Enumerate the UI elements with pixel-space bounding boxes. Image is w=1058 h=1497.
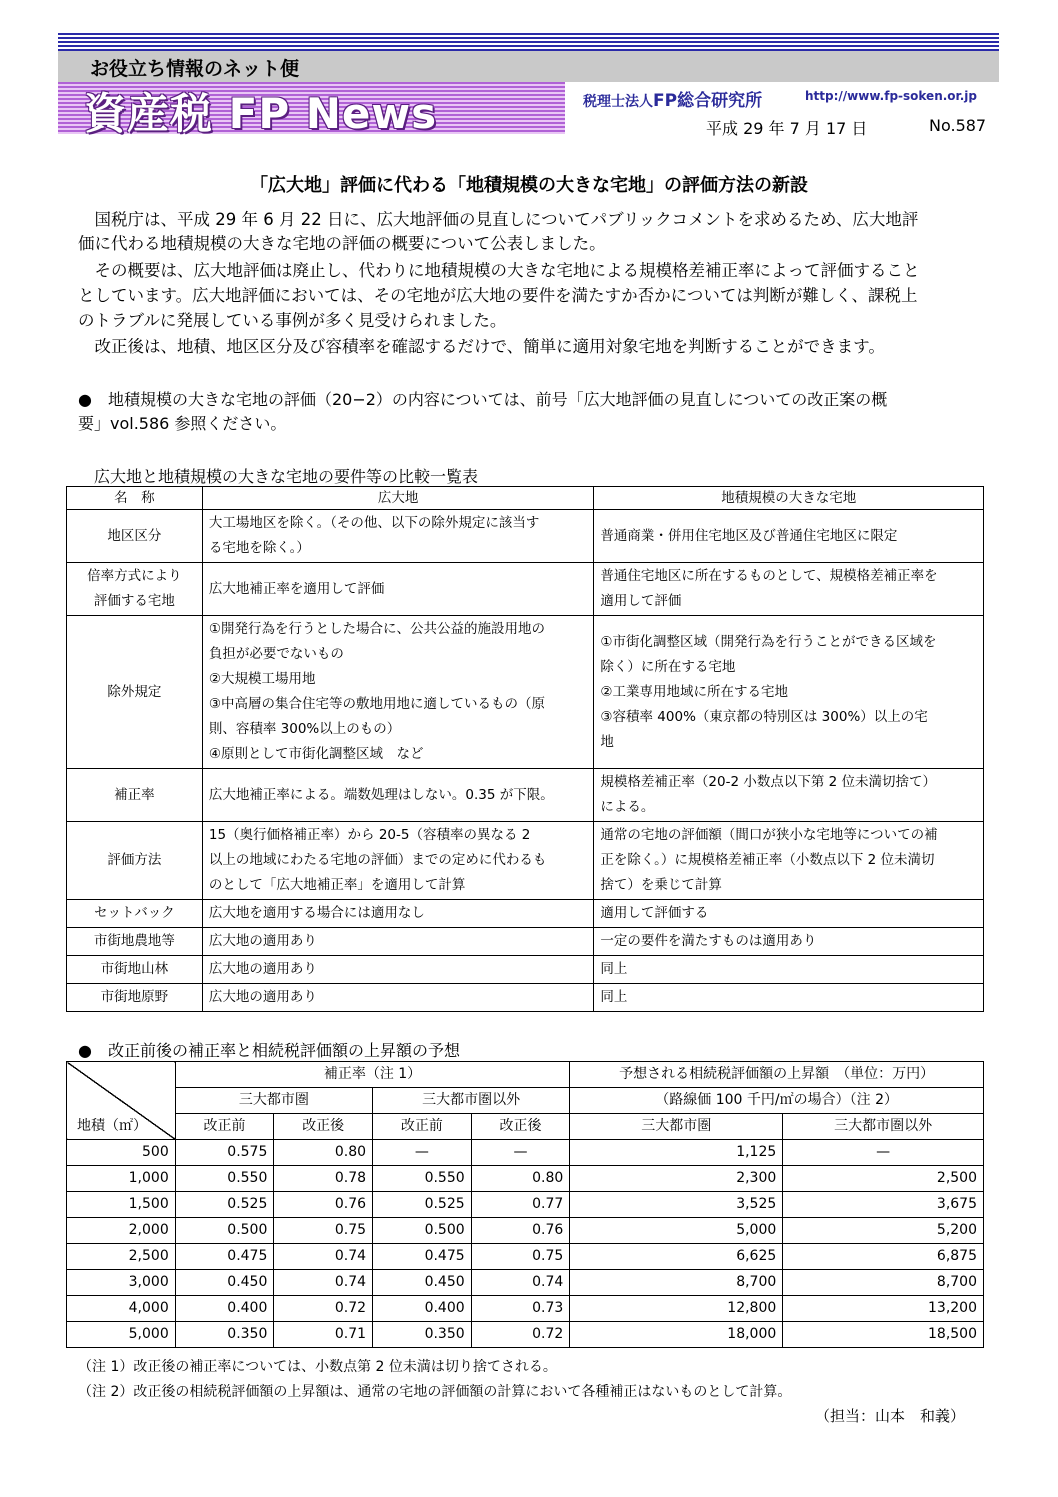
- large-land-cell: [202, 900, 594, 928]
- non-metro-before-header: 改正前: [373, 1114, 472, 1140]
- large-lot-cell: [594, 984, 984, 1012]
- area-cell: 500: [67, 1140, 176, 1166]
- cell-line: 適用して評価: [600, 593, 682, 609]
- non-metro-before-cell: 0.350: [373, 1322, 472, 1348]
- metro-before-cell: 0.400: [175, 1296, 274, 1322]
- metro-before-cell: 0.500: [175, 1218, 274, 1244]
- large-lot-cell: [594, 769, 984, 822]
- table-row: [67, 822, 984, 900]
- metro-header: 三大都市圏: [175, 1088, 372, 1114]
- non-metro-before-cell: 0.525: [373, 1192, 472, 1218]
- table-row: [67, 1270, 984, 1296]
- header-stripes: [58, 33, 999, 51]
- table2-caption: ● 改正前後の補正率と相続税評価額の上昇額の予想: [78, 1041, 460, 1060]
- increase-metro-cell: 8,700: [570, 1270, 783, 1296]
- cell-line: 地: [600, 733, 614, 750]
- increase-metro-cell: 18,000: [570, 1322, 783, 1348]
- large-lot-cell: [594, 616, 984, 769]
- large-land-cell: [202, 616, 594, 769]
- non-metro-header: 三大都市圏以外: [373, 1088, 570, 1114]
- large-land-cell: [202, 956, 594, 984]
- large-land-cell: [202, 984, 594, 1012]
- area-cell: 5,000: [67, 1322, 176, 1348]
- cell-line: 広大地の適用あり: [208, 989, 317, 1005]
- table-row: [67, 563, 984, 616]
- large-land-cell: [202, 563, 594, 616]
- table-row: [67, 1322, 984, 1348]
- cell-line: 15（奥行価格補正率）から 20-5（容積率の異なる 2: [208, 827, 531, 843]
- table1-header-cell: 名 称: [67, 487, 203, 510]
- intro-line: 国税庁は、平成 29 年 6 月 22 日に、広大地評価の見直しについてパブリックコメントを求めるため、広大地評: [78, 210, 919, 229]
- table-row: [67, 769, 984, 822]
- increase-non-metro-cell: 6,875: [783, 1244, 984, 1270]
- increase-metro-cell: 5,000: [570, 1218, 783, 1244]
- cell-line: 補正率: [114, 786, 155, 803]
- intro-line: その概要は、広大地評価は廃止し、代わりに地積規模の大きな宅地による規模格差補正率によって評価すること: [78, 261, 920, 280]
- cell-line: 広大地補正率を適用して評価: [208, 580, 385, 597]
- cell-line: 評価する宅地: [93, 593, 175, 609]
- cell-line: る宅地を除く。）: [208, 540, 310, 556]
- cell-line: 市街地山林: [100, 961, 169, 977]
- metro-after-cell: 0.80: [274, 1140, 373, 1166]
- row-name-cell: [67, 563, 203, 616]
- increase-non-metro-cell: 5,200: [783, 1218, 984, 1244]
- cell-line: 一定の要件を満たすものは適用あり: [600, 933, 817, 949]
- cell-line: 大工場地区を除く。（その他、以下の除外規定に該当す: [208, 515, 540, 531]
- increase-non-metro-cell: 3,675: [783, 1192, 984, 1218]
- increase-metro-cell: 6,625: [570, 1244, 783, 1270]
- intro-line: 価に代わる地積規模の大きな宅地の評価の概要について公表しました。: [78, 234, 606, 253]
- title-banner: [58, 82, 565, 138]
- metro-before-cell: 0.475: [175, 1244, 274, 1270]
- area-cell: 2,500: [67, 1244, 176, 1270]
- table-row: [67, 1244, 984, 1270]
- table-row: [67, 1296, 984, 1322]
- bullet-reference-cont: 要」vol.586 参照ください。: [78, 414, 287, 433]
- increase-metro-cell: 3,525: [570, 1192, 783, 1218]
- metro-after-cell: 0.75: [274, 1218, 373, 1244]
- newsletter-tagline: お役立ち情報のネット便: [90, 58, 300, 80]
- intro-line: 改正後は、地積、地区区分及び容積率を確認するだけで、簡単に適用対象宅地を判断することができます。: [78, 337, 885, 356]
- increase-non-metro-cell: —: [783, 1140, 984, 1166]
- non-metro-before-cell: 0.400: [373, 1296, 472, 1322]
- area-cell: 1,000: [67, 1166, 176, 1192]
- non-metro-before-cell: 0.475: [373, 1244, 472, 1270]
- cell-line: 以上の地域にわたる宅地の評価）までの定めに代わるも: [208, 852, 547, 868]
- issue-date: 平成 29 年 7 月 17 日: [706, 119, 868, 138]
- table-row: [67, 616, 984, 769]
- metro-after-cell: 0.78: [274, 1166, 373, 1192]
- cell-line: 通常の宅地の評価額（間口が狭小な宅地等についての補: [600, 827, 938, 843]
- footnote-2: （注 2）改正後の相続税評価額の上昇額は、通常の宅地の評価額の計算において各種補正はないものとして計算。: [78, 1384, 792, 1400]
- website-link[interactable]: http://www.fp-soken.or.jp: [805, 89, 978, 103]
- org-name: FP総合研究所: [653, 91, 763, 111]
- row-name-cell: [67, 928, 203, 956]
- metro-before-cell: 0.525: [175, 1192, 274, 1218]
- cell-line: ②大規模工場用地: [208, 671, 316, 687]
- large-land-cell: [202, 822, 594, 900]
- large-lot-cell: [594, 928, 984, 956]
- non-metro-after-cell: 0.80: [471, 1166, 570, 1192]
- row-name-cell: [67, 616, 203, 769]
- cell-line: 市街地農地等: [93, 933, 175, 949]
- table1-header-cell: 広大地: [202, 487, 594, 510]
- cell-line: 同上: [600, 961, 628, 977]
- area-cell: 3,000: [67, 1270, 176, 1296]
- area-cell: 2,000: [67, 1218, 176, 1244]
- cell-line: 除外規定: [107, 683, 162, 700]
- cell-line: 普通商業・併用住宅地区及び普通住宅地区に限定: [600, 527, 898, 544]
- cell-line: 捨て）を乗じて計算: [600, 877, 722, 893]
- cell-line: 除く）に所在する宅地: [600, 658, 736, 675]
- table-row: [67, 956, 984, 984]
- table-row: [67, 928, 984, 956]
- cell-line: ①開発行為を行うとした場合に、公共公益的施設用地の: [208, 621, 545, 637]
- cell-line: 広大地補正率による。端数処理はしない。0.35 が下限。: [208, 786, 554, 803]
- table1-header-row: [67, 487, 984, 510]
- newsletter-title: 資産税 FP News: [84, 89, 438, 138]
- row-name-cell: [67, 769, 203, 822]
- table-row: [67, 1166, 984, 1192]
- cell-line: ②工業専用地域に所在する宅地: [600, 683, 789, 700]
- non-metro-after-cell: 0.77: [471, 1192, 570, 1218]
- non-metro-before-cell: 0.450: [373, 1270, 472, 1296]
- non-metro-after-header: 改正後: [471, 1114, 570, 1140]
- table-row: [67, 1140, 984, 1166]
- increase-metro-cell: 1,125: [570, 1140, 783, 1166]
- area-cell: 4,000: [67, 1296, 176, 1322]
- cell-line: 普通住宅地区に所在するものとして、規模格差補正率を: [600, 568, 938, 584]
- non-metro-after-cell: 0.74: [471, 1270, 570, 1296]
- cell-line: 広大地の適用あり: [208, 961, 317, 977]
- table1-caption: 広大地と地積規模の大きな宅地の要件等の比較一覧表: [94, 467, 479, 486]
- correction-rate-table: [66, 1061, 984, 1348]
- large-land-cell: [202, 510, 594, 563]
- valuation-increase-header: 予想される相続税評価額の上昇額 （単位：万円）: [570, 1062, 984, 1088]
- large-land-cell: [202, 928, 594, 956]
- table-row: [67, 1192, 984, 1218]
- large-lot-cell: [594, 563, 984, 616]
- table-row: [67, 510, 984, 563]
- metro-after-cell: 0.76: [274, 1192, 373, 1218]
- increase-non-metro-header: 三大都市圏以外: [783, 1114, 984, 1140]
- article-headline: 「広大地」評価に代わる「地積規模の大きな宅地」の評価方法の新設: [250, 175, 808, 196]
- table-row: [67, 984, 984, 1012]
- footnote-1: （注 1）改正後の補正率については、小数点第 2 位未満は切り捨てされる。: [78, 1359, 557, 1375]
- metro-before-cell: 0.350: [175, 1322, 274, 1348]
- cell-line: ③容積率 400%（東京都の特別区は 300%）以上の宅: [600, 708, 928, 725]
- cell-line: 広大地の適用あり: [208, 933, 317, 949]
- non-metro-after-cell: —: [471, 1140, 570, 1166]
- increase-non-metro-cell: 18,500: [783, 1322, 984, 1348]
- author-credit: （担当：山本 和義）: [815, 1407, 966, 1425]
- cell-line: のとして「広大地補正率」を適用して計算: [208, 877, 466, 893]
- cell-line: 評価方法: [107, 852, 162, 868]
- table-row: [67, 1218, 984, 1244]
- cell-line: 広大地を適用する場合には適用なし: [208, 905, 425, 921]
- non-metro-after-cell: 0.75: [471, 1244, 570, 1270]
- route-price-note: （路線価 100 千円/㎡の場合）（注 2）: [570, 1088, 984, 1114]
- cell-line: ①市街化調整区域（開発行為を行うことができる区域を: [600, 633, 937, 650]
- area-label: 地積（㎡）: [77, 1118, 147, 1134]
- intro-line: のトラブルに発展している事例が多く見受けられました。: [78, 311, 507, 330]
- cell-line: 地区区分: [107, 527, 162, 544]
- non-metro-after-cell: 0.72: [471, 1322, 570, 1348]
- area-corner-header: [67, 1062, 176, 1140]
- cell-line: ③中高層の集合住宅等の敷地用地に適しているもの（原: [208, 696, 545, 712]
- large-lot-cell: [594, 956, 984, 984]
- row-name-cell: [67, 510, 203, 563]
- area-cell: 1,500: [67, 1192, 176, 1218]
- cell-line: 市街地原野: [100, 989, 169, 1005]
- large-lot-cell: [594, 822, 984, 900]
- cell-line: 同上: [600, 989, 628, 1005]
- large-lot-cell: [594, 510, 984, 563]
- metro-before-cell: 0.575: [175, 1140, 274, 1166]
- cell-line: 規模格差補正率（20-2 小数点以下第 2 位未満切捨て）: [600, 774, 937, 790]
- cell-line: 適用して評価する: [600, 905, 709, 921]
- org-prefix: 税理士法人: [583, 94, 653, 110]
- large-land-cell: [202, 769, 594, 822]
- non-metro-before-cell: 0.550: [373, 1166, 472, 1192]
- non-metro-after-cell: 0.76: [471, 1218, 570, 1244]
- metro-before-cell: 0.550: [175, 1166, 274, 1192]
- metro-after-cell: 0.74: [274, 1244, 373, 1270]
- cell-line: 倍率方式により: [87, 568, 182, 584]
- row-name-cell: [67, 984, 203, 1012]
- metro-after-cell: 0.72: [274, 1296, 373, 1322]
- organization: [583, 86, 762, 111]
- metro-after-cell: 0.71: [274, 1322, 373, 1348]
- cell-line: セットバック: [94, 905, 175, 921]
- non-metro-before-cell: —: [373, 1140, 472, 1166]
- increase-non-metro-cell: 13,200: [783, 1296, 984, 1322]
- non-metro-before-cell: 0.500: [373, 1218, 472, 1244]
- cell-line: による。: [600, 799, 655, 815]
- metro-after-header: 改正後: [274, 1114, 373, 1140]
- correction-rate-header: 補正率（注 1）: [175, 1062, 570, 1088]
- header-tag-bar: [58, 51, 999, 82]
- metro-after-cell: 0.74: [274, 1270, 373, 1296]
- row-name-cell: [67, 900, 203, 928]
- non-metro-after-cell: 0.73: [471, 1296, 570, 1322]
- cell-line: ④原則として市街化調整区域 など: [208, 746, 424, 762]
- comparison-table: [66, 486, 984, 1012]
- cell-line: 正を除く。）に規模格差補正率（小数点以下 2 位未満切: [600, 852, 935, 868]
- cell-line: 則、容積率 300%以上のもの）: [208, 721, 401, 737]
- metro-before-header: 改正前: [175, 1114, 274, 1140]
- increase-metro-header: 三大都市圏: [570, 1114, 783, 1140]
- row-name-cell: [67, 956, 203, 984]
- increase-non-metro-cell: 8,700: [783, 1270, 984, 1296]
- cell-line: 負担が必要でないもの: [208, 646, 344, 662]
- row-name-cell: [67, 822, 203, 900]
- increase-metro-cell: 12,800: [570, 1296, 783, 1322]
- large-lot-cell: [594, 900, 984, 928]
- table-row: [67, 900, 984, 928]
- issue-number: No.587: [929, 116, 987, 135]
- increase-non-metro-cell: 2,500: [783, 1166, 984, 1192]
- table1-header-cell: 地積規模の大きな宅地: [594, 487, 984, 510]
- intro-line: としています。広大地評価においては、その宅地が広大地の要件を満たすか否かについては判断が難しく、課税上: [78, 286, 918, 305]
- increase-metro-cell: 2,300: [570, 1166, 783, 1192]
- metro-before-cell: 0.450: [175, 1270, 274, 1296]
- bullet-reference: ● 地積規模の大きな宅地の評価（20−2）の内容については、前号「広大地評価の見直しについての改正案の概: [78, 390, 888, 409]
